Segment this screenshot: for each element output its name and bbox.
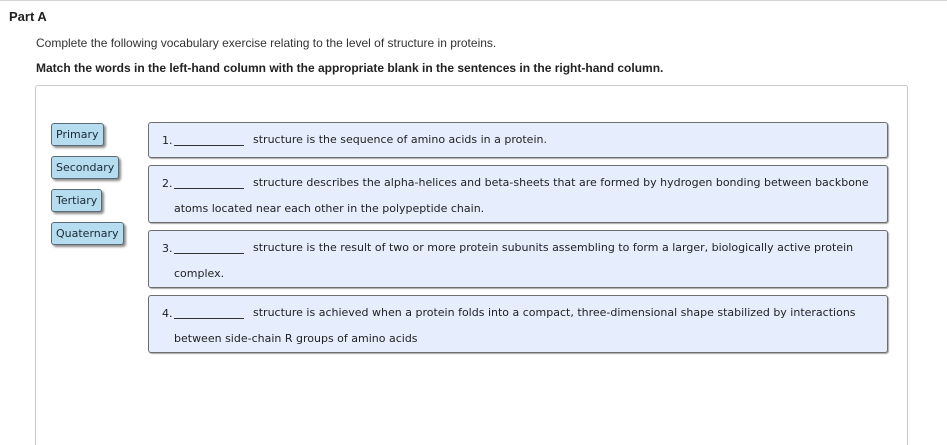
sentence-text: structure is the result of two or more protein subunits assembling to form a larger, biologically active protein complex.: [174, 241, 854, 280]
sentence-number: 4.: [162, 307, 173, 320]
sentence-number: 1.: [162, 134, 173, 147]
sentence-4: [148, 295, 888, 353]
sentence-text: structure is achieved when a protein folds into a compact, three-dimensional shape stabilized by interactions between side-chain R groups of amino acids: [174, 306, 856, 345]
top-divider: [0, 0, 947, 1]
sentence-number: 2.: [162, 177, 173, 190]
word-tile-quaternary[interactable]: Quaternary: [51, 222, 124, 245]
word-tile-primary[interactable]: Primary: [51, 123, 104, 146]
part-title: Part A: [9, 9, 47, 24]
sentence-1: [148, 122, 888, 158]
word-tile-tertiary[interactable]: Tertiary: [51, 189, 102, 212]
sentence-2: [148, 165, 888, 223]
instruction-bold-text: Match the words in the left-hand column with the appropriate blank in the sentences in the right-hand column.: [36, 61, 664, 75]
word-tile-secondary[interactable]: Secondary: [51, 156, 119, 179]
sentence-text: structure describes the alpha-helices and beta-sheets that are formed by hydrogen bonding between backbone atoms located near each other in the polypeptide chain.: [174, 176, 869, 215]
sentence-number: 3.: [162, 242, 173, 255]
sentence-3: [148, 230, 888, 288]
sentence-text: structure is the sequence of amino acids in a protein.: [253, 133, 547, 146]
instruction-text: Complete the following vocabulary exercise relating to the level of structure in proteins.: [36, 36, 497, 50]
